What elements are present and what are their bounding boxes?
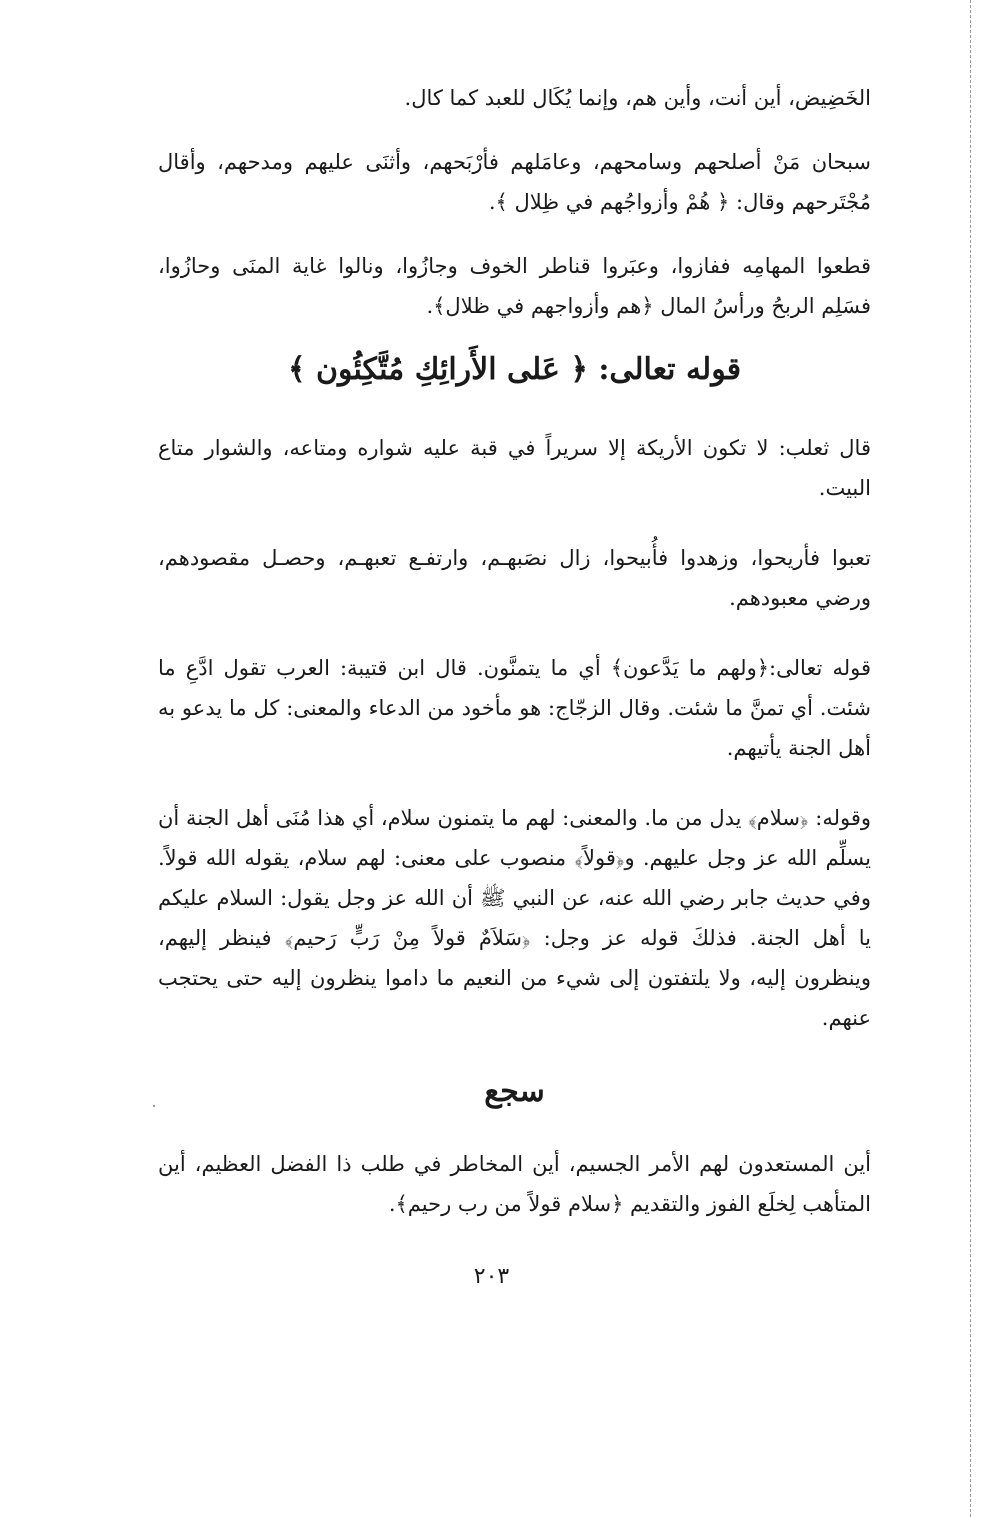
paragraph-7: وقوله: ﴿سلام﴾ يدل من ما. والمعنى: لهم ما يتمنون سلام، أي هذا مُنَى أهل الجنة أن يسلِّم الله عز وجل عليهم. و﴿قولاً﴾ منصوب على معنى: لهم سلام، يقوله الله قولاً. وفي حديث جابر رضي الله عنه، عن النبي ﷺ أن الله عز وجل يقول: السلام عليكم يا أهل الجنة. فذلكَ قوله عز وجل: ﴿سَلاَمٌ قولاً مِنْ رَبٍّ رَحيم﴾ فينظر إليهم، وينظرون إليه، ولا يلتفتون إلى شيء من النعيم ما داموا ينظرون إليه حتى يحتجب عنهم. (158, 806, 871, 1030)
page-number: ٢٠٣ (473, 1264, 510, 1289)
paragraph-5: تعبوا فأريحوا، وزهدوا فأُبيحوا، زال نصَبهـم، وارتفـع تعبهـم، وحصـل مقصودهم، ورضي معبودهم. (158, 546, 871, 610)
paragraph-2: سبحان مَنْ أصلحهم وسامحهم، وعامَلهم فأرْبَحهم، وأثنَى عليهم ومدحهم، وأقال مُجْتَرحهم وقال: ﴿ هُمْ وأزواجُهم في ظِلال ﴾. (158, 150, 871, 214)
paragraph-6: قوله تعالى:﴿ولهم ما يَدَّعون﴾ أي ما يتمنَّون. قال ابن قتيبة: العرب تقول ادَّعِ ما شئت. أي تمنَّ ما شئت. وقال الزجّاج: هو مأخود من الدعاء والمعنى: كل ما يدعو به أهل الجنة يأتيهم. (158, 656, 871, 760)
saj-heading: سجع (484, 1074, 545, 1109)
paragraph-4: قال ثعلب: لا تكون الأريكة إلا سريراً في قبة عليه شواره ومتاعه، والشوار متاع البيت. (158, 436, 871, 500)
paragraph-8: أين المستعدون لهم الأمر الجسيم، أين المخاطر في طلب ذا الفضل العظيم، أين المتأهب لِخلَع الفوز والتقديم ﴿سلام قولاً من رب رحيم﴾. (158, 1152, 871, 1216)
paragraph-1: الخَضِيض، أين أنت، وأين هم، وإنما يُكَال للعبد كما كال. (404, 86, 871, 110)
text-block-middle (158, 428, 871, 1038)
verse-heading: قوله تعالى: ﴿ عَلى الأَرائِكِ مُتَّكِئُون ﴾ (287, 352, 742, 387)
text-block-bottom (158, 1144, 871, 1224)
stray-dot (153, 1105, 155, 1107)
text-block-top (158, 78, 871, 326)
paragraph-3: قطعوا المهامِه ففازوا، وعبَروا قناطر الخوف وجازُوا، ونالوا غاية المنَى وحازُوا، فسَلِم الربحُ ورأسُ المال ﴿هم وأزواجهم في ظلال﴾. (158, 254, 871, 318)
